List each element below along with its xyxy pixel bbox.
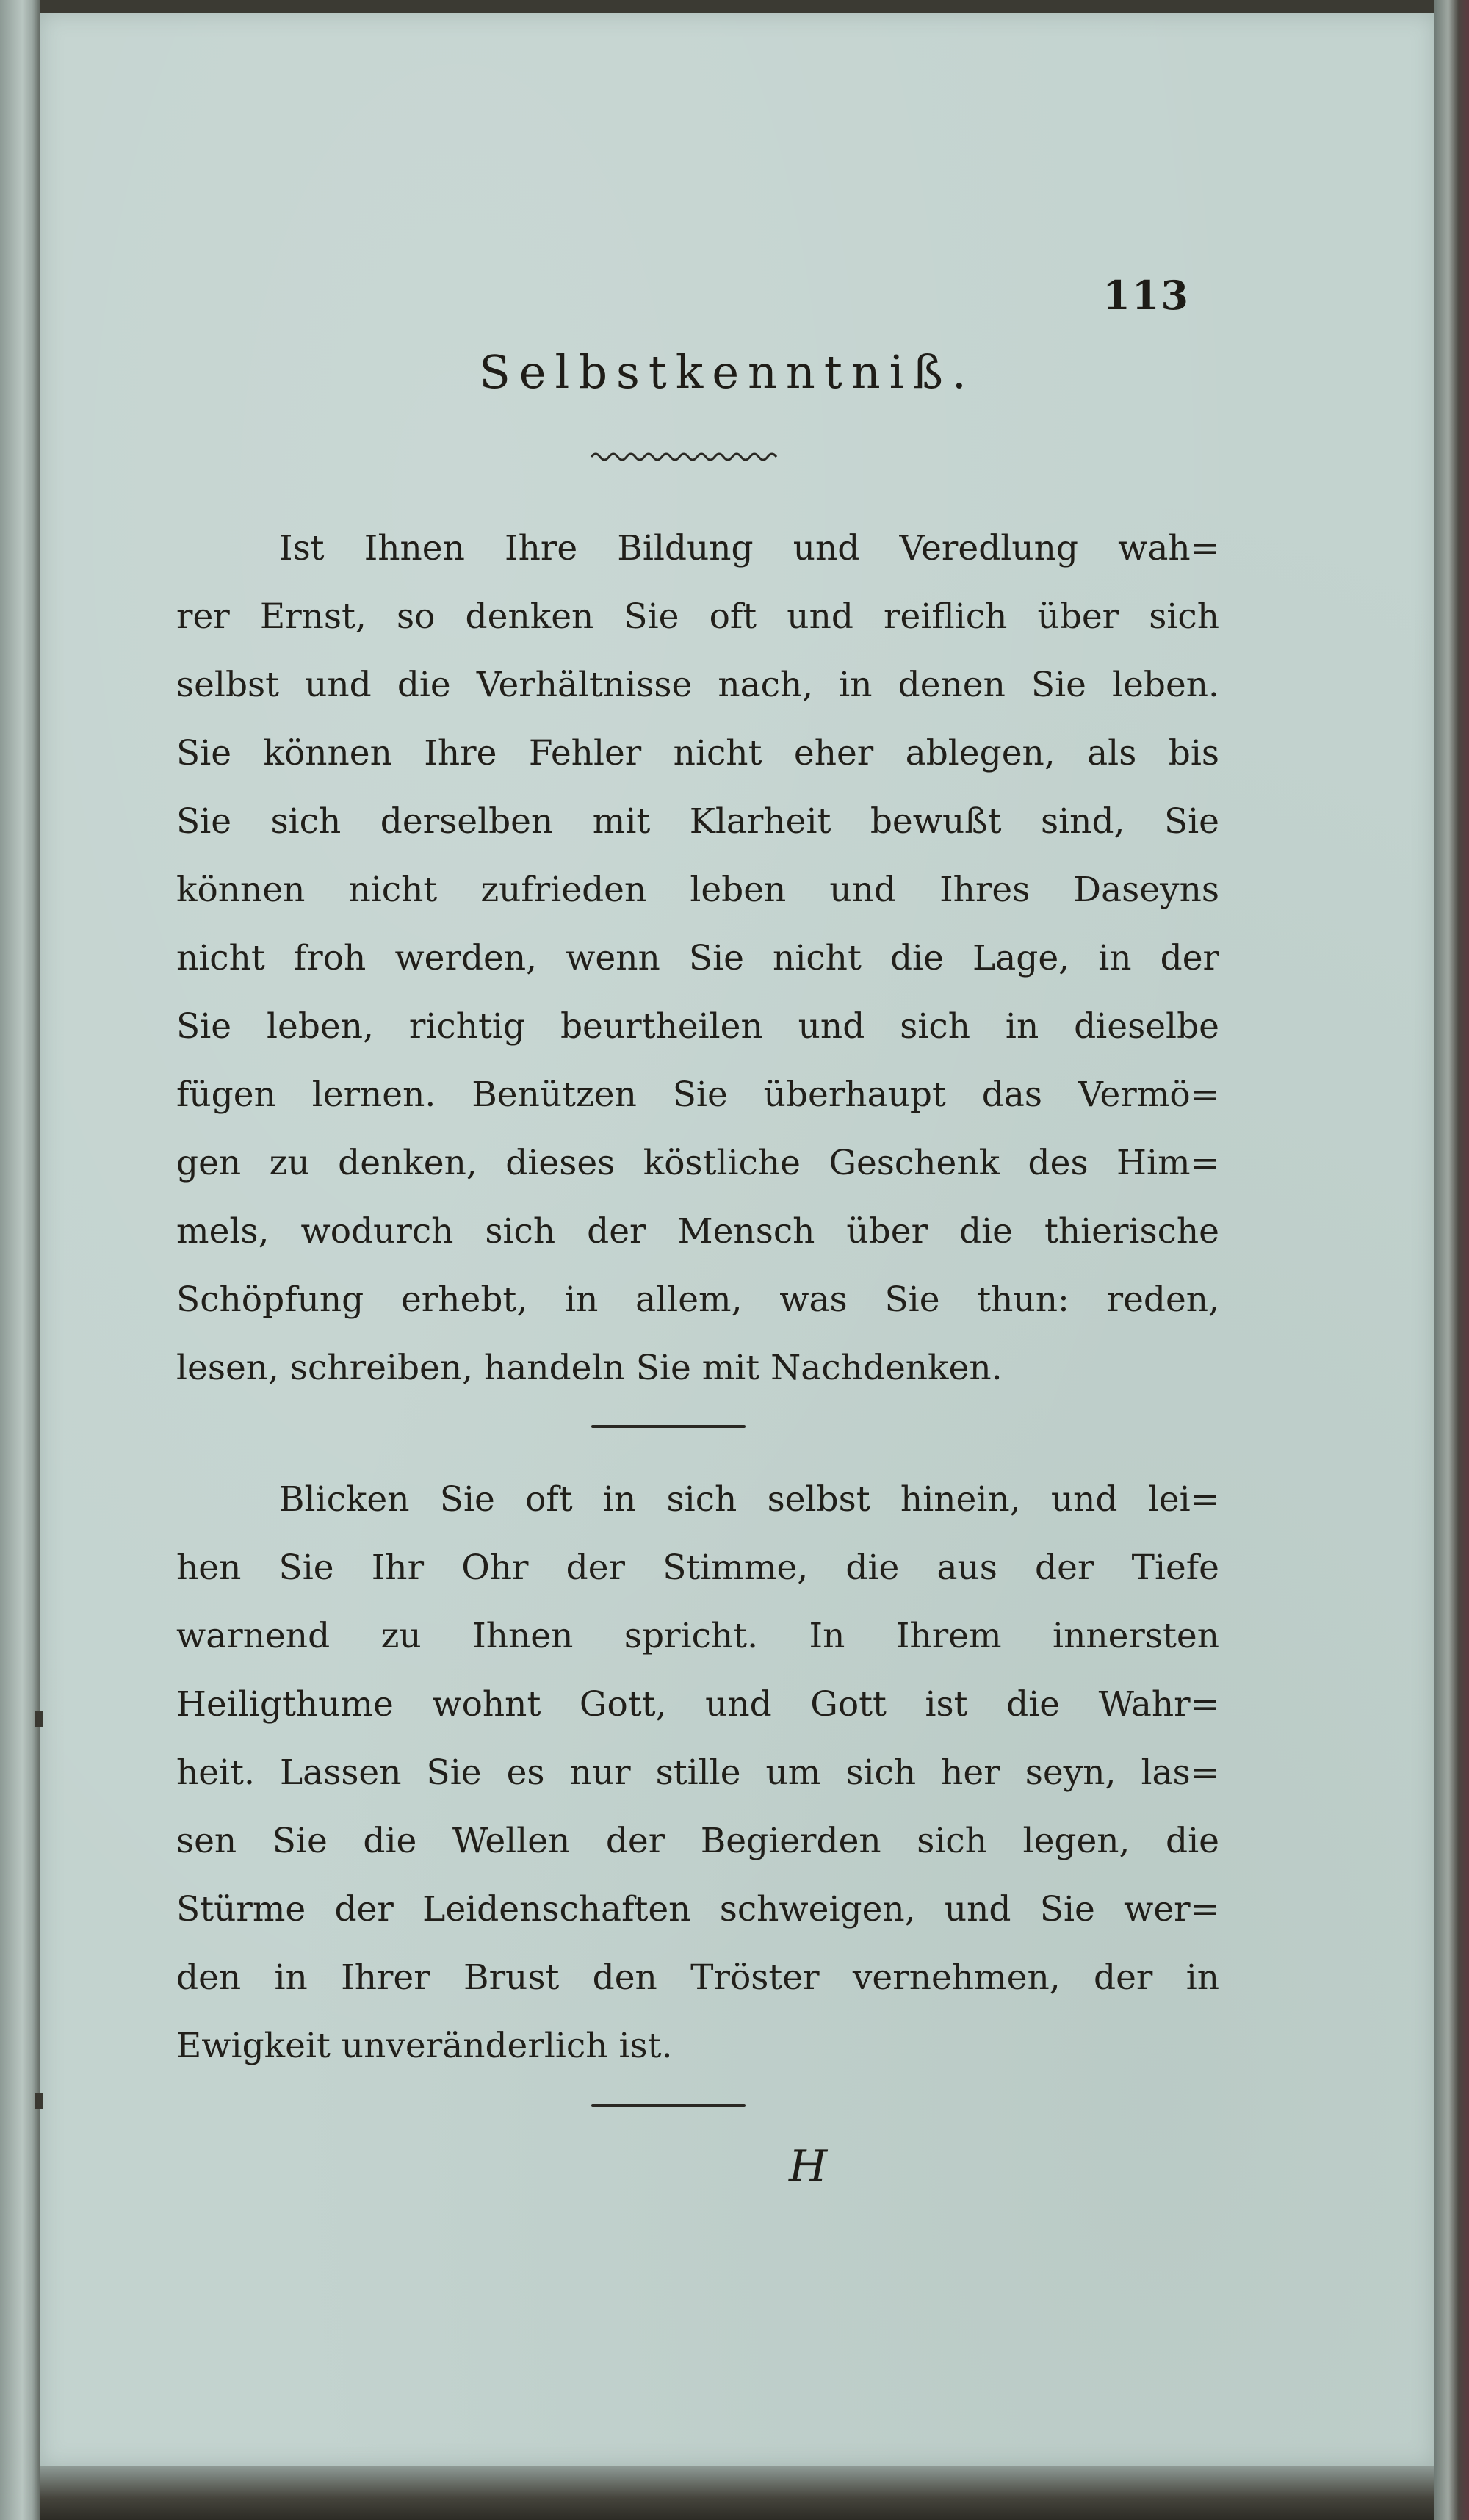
text-line: nicht froh werden, wenn Sie nicht die Lage, in der bbox=[176, 938, 1219, 978]
title-ornament bbox=[588, 448, 779, 466]
page-stack-edge bbox=[1434, 0, 1469, 2520]
text-line: rer Ernst, so denken Sie oft und reiflich über sich bbox=[176, 596, 1219, 637]
bottom-edge bbox=[40, 2466, 1434, 2520]
text-line: gen zu denken, dieses köstliche Geschenk des Him= bbox=[176, 1143, 1219, 1183]
text-line: sen Sie die Wellen der Begierden sich legen, die bbox=[176, 1821, 1219, 1861]
section-divider bbox=[591, 1425, 746, 1428]
text-line: Sie sich derselben mit Klarheit bewußt sind, Sie bbox=[176, 801, 1219, 842]
text-line: Sie können Ihre Fehler nicht eher ablegen, als bis bbox=[176, 733, 1219, 773]
text-line: Ewigkeit unveränderlich ist. bbox=[176, 2026, 673, 2066]
text-line: Blicken Sie oft in sich selbst hinein, und lei= bbox=[279, 1479, 1219, 1520]
text-line: Sie leben, richtig beurtheilen und sich in dieselbe bbox=[176, 1006, 1219, 1047]
binding-edge bbox=[0, 0, 40, 2520]
text-line: den in Ihrer Brust den Tröster vernehmen, der in bbox=[176, 1957, 1219, 1998]
paragraph-2 bbox=[176, 1465, 1219, 2080]
text-line: lesen, schreiben, handeln Sie mit Nachdenken. bbox=[176, 1348, 1003, 1388]
margin-mark bbox=[35, 2093, 43, 2109]
paragraph-1 bbox=[176, 514, 1219, 1402]
text-line: Stürme der Leidenschaften schweigen, und Sie wer= bbox=[176, 1889, 1219, 1929]
text-line: Schöpfung erhebt, in allem, was Sie thun: reden, bbox=[176, 1279, 1219, 1320]
text-line: können nicht zufrieden leben und Ihres Daseyns bbox=[176, 870, 1219, 910]
chapter-title: Selbstkenntniß. bbox=[479, 345, 975, 399]
text-line: warnend zu Ihnen spricht. In Ihrem innersten bbox=[176, 1616, 1219, 1656]
signature-mark: H bbox=[788, 2141, 828, 2192]
text-line: Ist Ihnen Ihre Bildung und Veredlung wah= bbox=[279, 528, 1219, 568]
margin-mark bbox=[35, 1711, 43, 1727]
text-line: hen Sie Ihr Ohr der Stimme, die aus der Tiefe bbox=[176, 1548, 1219, 1588]
page-number: 113 bbox=[1102, 272, 1190, 319]
text-line: heit. Lassen Sie es nur stille um sich her seyn, las= bbox=[176, 1752, 1219, 1793]
text-line: Heiligthume wohnt Gott, und Gott ist die Wahr= bbox=[176, 1684, 1219, 1725]
text-line: selbst und die Verhältnisse nach, in denen Sie leben. bbox=[176, 665, 1219, 705]
text-line: mels, wodurch sich der Mensch über die thierische bbox=[176, 1211, 1219, 1252]
text-line: fügen lernen. Benützen Sie überhaupt das Vermö= bbox=[176, 1075, 1219, 1115]
section-divider bbox=[591, 2104, 746, 2107]
